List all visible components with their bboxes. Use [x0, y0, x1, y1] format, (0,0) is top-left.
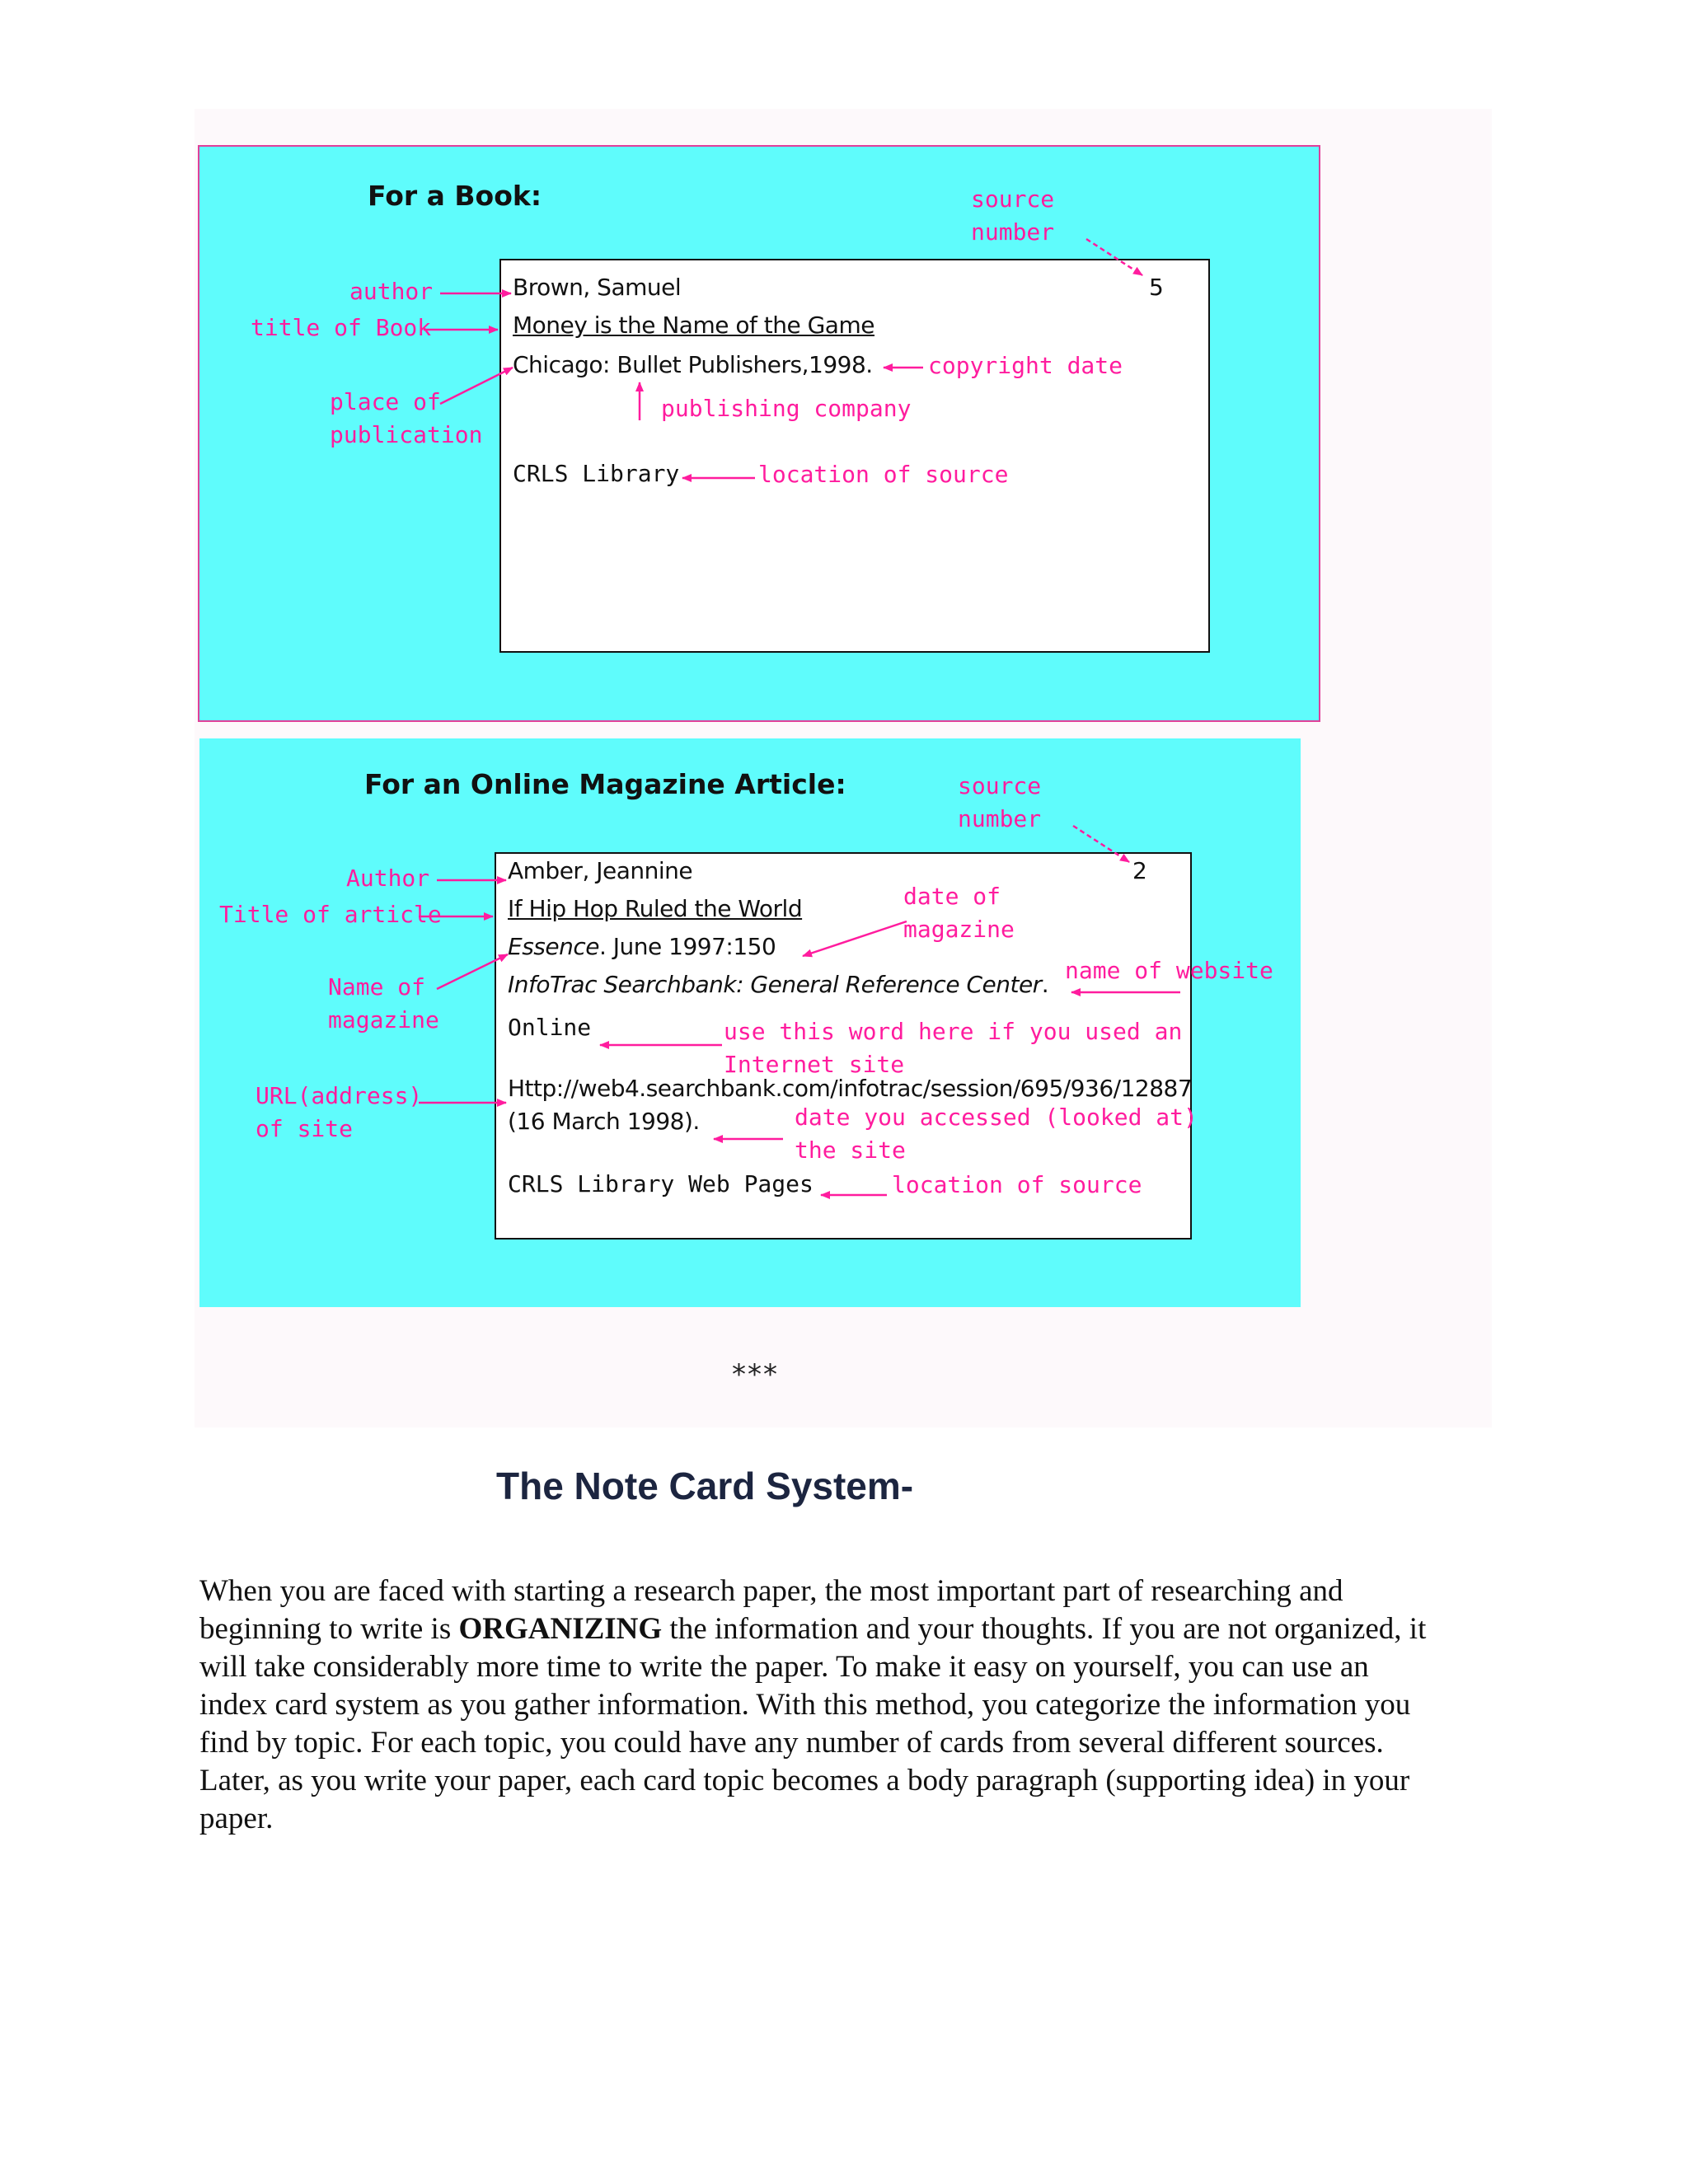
- online-word-label: use this word here if you used an: [724, 1018, 1183, 1045]
- book-publisher-label: publishing company: [661, 395, 912, 422]
- online-source-number-label: source: [958, 772, 1042, 799]
- online-card-database-end: .: [1041, 971, 1049, 998]
- online-accessed-label: date you accessed (looked at): [795, 1104, 1198, 1131]
- online-card-online-word: Online: [508, 1014, 592, 1041]
- book-place-label-2: publication: [330, 421, 483, 448]
- online-author-label: Author: [346, 865, 430, 892]
- book-source-number-label-2: number: [971, 218, 1055, 246]
- book-card-title: Money is the Name of the Game: [513, 312, 874, 339]
- book-heading: For a Book:: [368, 180, 542, 212]
- online-card-number: 2: [1132, 857, 1147, 884]
- online-card-author: Amber, Jeannine: [508, 857, 693, 884]
- body-paragraph: [199, 1572, 1444, 1838]
- book-source-number-label: source: [971, 185, 1055, 213]
- body-emphasis: ORGANIZING: [458, 1612, 663, 1646]
- book-author-label: author: [349, 278, 434, 305]
- book-card-imprint: Chicago: Bullet Publishers,1998.: [513, 351, 873, 378]
- section-separator: ***: [732, 1358, 779, 1391]
- online-card-location: CRLS Library Web Pages: [508, 1170, 814, 1197]
- online-card-url: Http://web4.searchbank.com/infotrac/session/695/936/12887: [508, 1075, 1193, 1102]
- online-card-database-line: [508, 971, 1048, 998]
- online-source-number-label-2: number: [958, 805, 1042, 832]
- online-card-issue: . June 1997:150: [598, 933, 776, 960]
- online-location-label: location of source: [892, 1171, 1142, 1198]
- book-card-author: Brown, Samuel: [513, 274, 682, 301]
- online-title-label: Title of article: [219, 901, 442, 928]
- body-text-part-2: the information and your thoughts. If you are not organized, it will take considerably more time to write the paper. To make it easy on yourself, you can use an index card system as you gather information. With this method, you categorize the information you find by topic. For each topic, you could have any number of cards from several different sources. Later, as you write your paper, each card topic becomes a body paragraph (supporting idea) in your paper.: [199, 1612, 1427, 1835]
- book-card-number: 5: [1149, 274, 1164, 301]
- online-word-label-2: Internet site: [724, 1051, 905, 1078]
- book-location-label: location of source: [758, 461, 1009, 488]
- online-accessed-label-2: the site: [795, 1137, 906, 1164]
- online-card-issue-line: [508, 933, 776, 960]
- body-text-part-1: When you are faced with starting a research paper, the most important part of researching and beginning to write is: [199, 1574, 1343, 1646]
- book-place-label: place of: [330, 388, 441, 415]
- online-card-accessed: (16 March 1998).: [508, 1108, 700, 1135]
- online-url-label: URL(address): [256, 1082, 423, 1109]
- book-copyright-label: copyright date: [928, 352, 1123, 379]
- book-card-location: CRLS Library: [513, 460, 680, 487]
- online-date-label-2: magazine: [903, 916, 1015, 943]
- online-heading: For an Online Magazine Article:: [364, 768, 846, 800]
- online-magazine-label-2: magazine: [328, 1006, 439, 1033]
- online-card-database: InfoTrac Searchbank: General Reference Center: [508, 971, 1042, 998]
- online-url-label-2: of site: [256, 1115, 354, 1142]
- online-date-label: date of: [903, 883, 1001, 910]
- online-card-magazine: Essence: [508, 933, 599, 960]
- online-card-title: If Hip Hop Ruled the World: [508, 895, 803, 922]
- online-website-label: name of website: [1065, 957, 1273, 984]
- online-magazine-label: Name of: [328, 973, 426, 1001]
- section-title: The Note Card System-: [496, 1465, 914, 1507]
- book-title-label: title of Book: [251, 314, 432, 341]
